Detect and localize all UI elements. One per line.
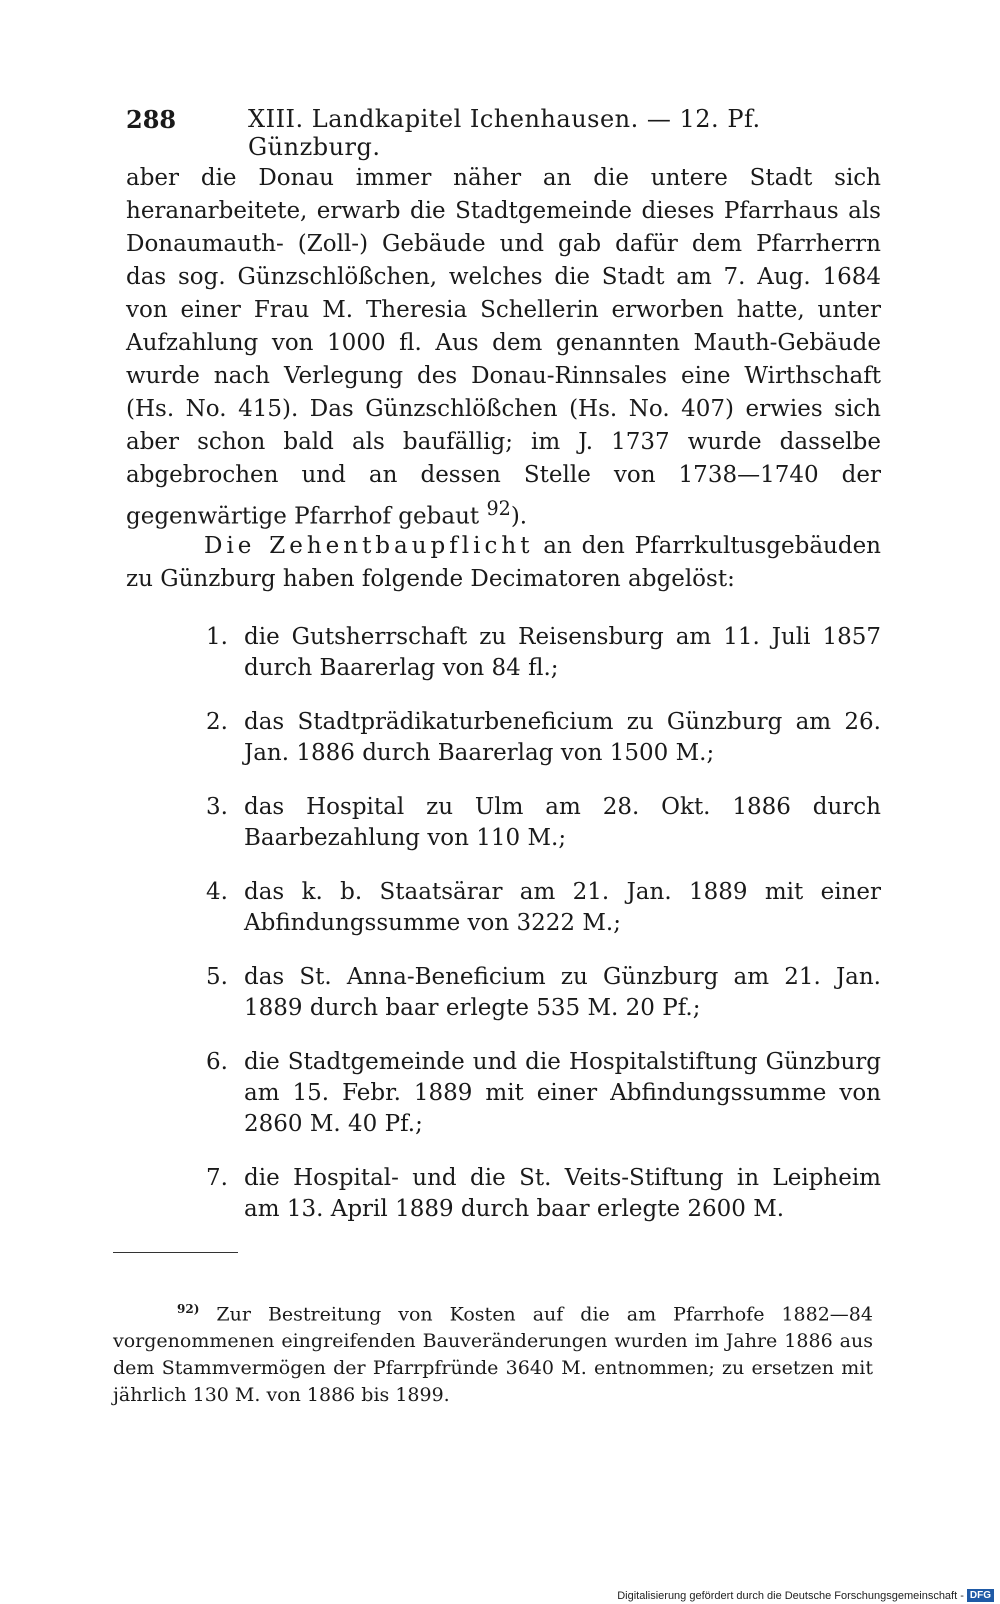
list-item-text: die Gutsherrschaft zu Reisensburg am 11. Juli 1857 durch Baarerlag von 84 fl.; — [244, 624, 881, 681]
list-item — [196, 622, 881, 684]
list-item-number: 5. — [206, 964, 228, 990]
footnote — [113, 1296, 873, 1409]
section-term: Die Zehentbaupflicht — [204, 533, 534, 559]
paragraph-end: ). — [510, 503, 528, 530]
list-item-number: 7. — [206, 1165, 228, 1191]
list-item-text: das Hospital zu Ulm am 28. Okt. 1886 durch Baarbezahlung von 110 M.; — [244, 794, 881, 851]
list-item — [196, 877, 881, 939]
list-item-number: 3. — [206, 794, 228, 820]
section-intro-text: an den Pfarrkultusgebäuden zu Günzburg haben folgende Decimatoren abgelöst: — [126, 533, 881, 592]
list-item-number: 6. — [206, 1049, 228, 1075]
running-head: XIII. Landkapitel Ichenhausen. — 12. Pf. Günzburg. — [248, 105, 761, 161]
list-item — [196, 962, 881, 1024]
list-item-number: 1. — [206, 624, 228, 650]
list-item-number: 2. — [206, 709, 228, 735]
footnote-divider — [113, 1252, 238, 1253]
footnote-mark: 92) — [177, 1302, 200, 1316]
list-item-text: die Hospital- und die St. Veits-Stiftung in Leipheim am 13. April 1889 durch baar erlegte 2600 M. — [244, 1165, 881, 1222]
list-item-text: das k. b. Staatsärar am 21. Jan. 1889 mit einer Abfindungssumme von 3222 M.; — [244, 879, 881, 936]
list-item — [196, 792, 881, 854]
list-item-text: die Stadtgemeinde und die Hospitalstiftung Günzburg am 15. Febr. 1889 mit einer Abfindungssumme von 2860 M. 40 Pf.; — [244, 1049, 881, 1137]
page-number: 288 — [126, 105, 177, 134]
decimator-list — [196, 622, 881, 1248]
list-item — [196, 707, 881, 769]
paragraph-text — [126, 162, 881, 534]
list-item-text: das Stadtprädikaturbeneficium zu Günzburg am 26. Jan. 1886 durch Baarerlag von 1500 M.; — [244, 709, 881, 766]
list-item — [196, 1163, 881, 1225]
body-paragraph — [126, 162, 881, 534]
list-item — [196, 1047, 881, 1140]
page-header — [126, 105, 886, 161]
credit-text: Digitalisierung gefördert durch die Deutsche Forschungsgemeinschaft - — [617, 1589, 964, 1602]
digitization-credit — [617, 1589, 994, 1602]
paragraph-main: aber die Donau immer näher an die untere Stadt sich heranarbeitete, erwarb die Stadtgemeinde dieses Pfarrhaus als Donaumauth- (Zoll-) Gebäude und gab dafür dem Pfarrherrn das sog. Günzschlößchen, welches die Stadt am 7. Aug. 1684 von einer Frau M. Theresia Schellerin erworben hatte, unter Aufzahlung von 1000 fl. Aus dem genannten Mauth-Gebäude wurde nach Verlegung des Donau-Rinnsales eine Wirthschaft (Hs. No. 415). Das Günzschlößchen (Hs. No. 407) erwies sich aber schon bald als baufällig; im J. 1737 wurde dasselbe abgebrochen und an dessen Stelle von 1738—1740 der gegenwärtige Pfarrhof gebaut — [126, 165, 881, 530]
footnote-text: Zur Bestreitung von Kosten auf die am Pfarrhofe 1882—84 vorgenommenen eingreifenden Bauveränderungen wurden im Jahre 1886 aus dem Stammvermögen der Pfarrpfründe 3640 M. entnommen; zu ersetzen mit jährlich 130 M. von 1886 bis 1899. — [113, 1303, 873, 1407]
list-item-text: das St. Anna-Beneficium zu Günzburg am 21. Jan. 1889 durch baar erlegte 535 M. 20 Pf.; — [244, 964, 881, 1021]
footnote-reference[interactable]: 92 — [486, 497, 511, 520]
dfg-logo: DFG — [967, 1589, 994, 1602]
section-intro — [126, 530, 881, 596]
list-item-number: 4. — [206, 879, 228, 905]
